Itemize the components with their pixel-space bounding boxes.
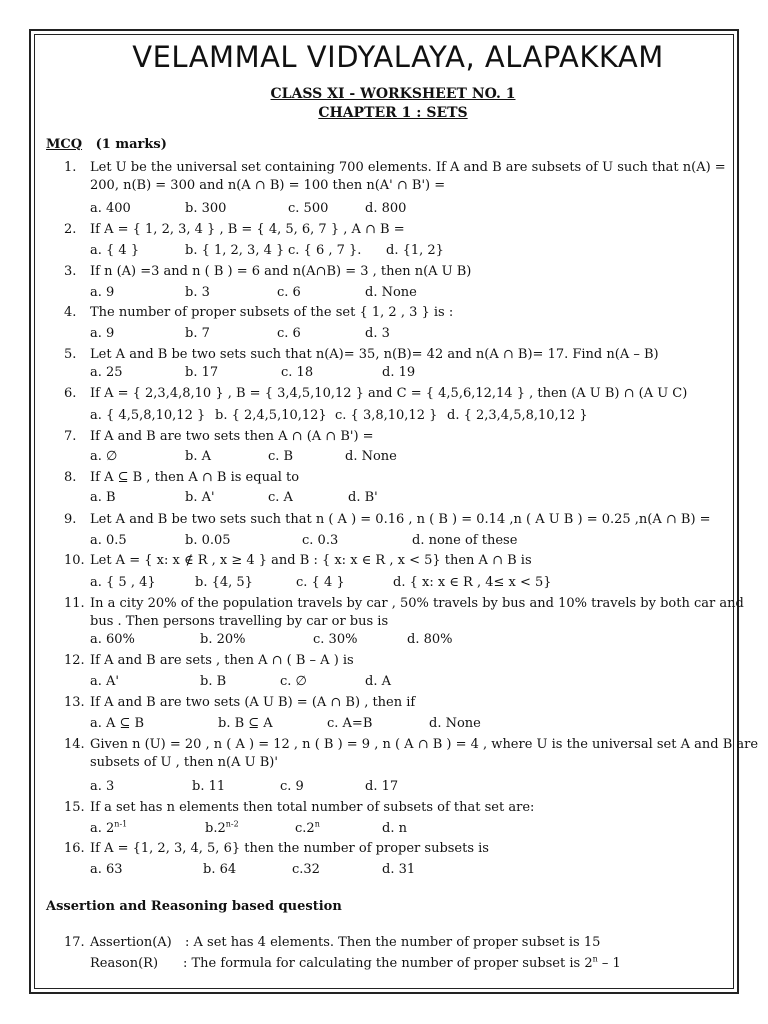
answer-option-label: d. { 2,3,4,5,8,10,12 } (447, 408, 588, 423)
answer-option (185, 243, 284, 258)
question-number: 15. (64, 800, 85, 815)
answer-option-label: c. 6 (277, 326, 301, 341)
answer-option (348, 490, 378, 505)
question-text: If A = {1, 2, 3, 4, 5, 6} then the number of proper subsets is (90, 841, 489, 856)
question-number: 5. (64, 347, 77, 362)
option-superscript: n-2 (225, 819, 239, 829)
question-number: 1. (64, 160, 77, 175)
reason-text-main: : The formula for calculating the number of proper subset is 2 (183, 956, 593, 971)
answer-option-label: d. {1, 2} (386, 243, 444, 258)
answer-option-label: d. 3 (365, 326, 390, 341)
question-number: 16. (64, 841, 85, 856)
answer-option-label: d. n (382, 821, 407, 836)
answer-option-label: a. ∅ (90, 449, 118, 464)
answer-option (296, 575, 345, 590)
answer-option (185, 449, 211, 464)
answer-option-label: d. 800 (365, 201, 407, 216)
answer-option-label: d. A (365, 674, 391, 689)
answer-option (185, 201, 226, 216)
answer-option (192, 779, 225, 794)
answer-option-label: a. A ⊆ B (90, 716, 145, 731)
answer-option-label: a. 2 (90, 821, 115, 836)
answer-option-label: a. { 5 , 4} (90, 575, 156, 590)
answer-option (268, 490, 293, 505)
answer-option-label: b.2 (205, 821, 226, 836)
answer-option (292, 862, 320, 877)
answer-option-label: b. A' (185, 490, 215, 505)
reason-text (183, 956, 621, 971)
answer-option (218, 716, 273, 731)
answer-option (447, 408, 588, 423)
answer-option-label: b. 11 (192, 779, 226, 794)
answer-option-label: c. 0.3 (302, 533, 339, 548)
mcq-title: MCQ (46, 137, 83, 152)
answer-option (90, 490, 116, 505)
answer-option-label: b. { 2,4,5,10,12} (215, 408, 327, 423)
answer-option (407, 632, 452, 647)
answer-option (90, 201, 131, 216)
question-text: 200, n(B) = 300 and n(A ∩ B) = 100 then n(A' ∩ B') = (90, 178, 446, 193)
answer-option (365, 285, 417, 300)
answer-option (205, 821, 239, 836)
reason-superscript: n (592, 954, 598, 964)
answer-option (90, 533, 127, 548)
question-number: 12. (64, 653, 85, 668)
answer-option (281, 365, 313, 380)
answer-option-label: a. A' (90, 674, 119, 689)
answer-option-label: a. 9 (90, 285, 115, 300)
answer-option (288, 201, 328, 216)
answer-option (90, 365, 123, 380)
answer-option (295, 821, 320, 836)
question-number: 7. (64, 429, 77, 444)
answer-option-label: a. 0.5 (90, 533, 127, 548)
answer-option-label: a. 63 (90, 862, 123, 877)
answer-option-label: c. ∅ (280, 674, 307, 689)
answer-option (90, 779, 114, 794)
answer-option (382, 862, 415, 877)
answer-option (90, 716, 144, 731)
answer-option-label: b. 17 (185, 365, 219, 380)
answer-option-label: d. B' (348, 490, 378, 505)
answer-option (185, 326, 210, 341)
answer-option (90, 243, 139, 258)
question-number: 14. (64, 737, 85, 752)
answer-option-label: c. A (268, 490, 293, 505)
answer-option (90, 285, 114, 300)
question-number: 6. (64, 386, 77, 401)
answer-option-label: d. 19 (382, 365, 416, 380)
answer-option-label: c. 6 (277, 285, 301, 300)
question-text: In a city 20% of the population travels by car , 50% travels by bus and 10% travels by both car and (90, 596, 744, 611)
question-text: If A = { 2,3,4,8,10 } , B = { 3,4,5,10,12 } and C = { 4,5,6,12,14 } , then (A U B) ∩ (A U C) (90, 386, 688, 401)
answer-option (277, 285, 301, 300)
reason-label: Reason(R) (90, 956, 159, 971)
question-text: Let U be the universal set containing 700 elements. If A and B are subsets of U such that n(A) = (90, 160, 726, 175)
answer-option-label: a. { 4,5,8,10,12 } (90, 408, 206, 423)
chapter-line: CHAPTER 1 : SETS (318, 105, 468, 121)
answer-option-label: c. A=B (327, 716, 373, 731)
question-text: The number of proper subsets of the set { 1, 2 , 3 } is : (90, 305, 454, 320)
assertion-heading: Assertion and Reasoning based question (46, 899, 342, 914)
answer-option (386, 243, 444, 258)
answer-option (90, 632, 135, 647)
answer-option-label: b. 0.05 (185, 533, 231, 548)
question-text: bus . Then persons travelling by car or bus is (90, 614, 389, 629)
answer-option-label: b. 300 (185, 201, 227, 216)
question-text: If A and B are two sets (A U B) = (A ∩ B) , then if (90, 695, 416, 710)
mcq-heading (46, 137, 167, 152)
answer-option (365, 201, 406, 216)
answer-option (90, 575, 156, 590)
answer-option (203, 862, 236, 877)
question-text: If A and B are sets , then A ∩ ( B – A ) is (90, 653, 354, 668)
answer-option (185, 490, 215, 505)
question-number: 8. (64, 470, 77, 485)
answer-option (382, 821, 407, 836)
question-text: Let A and B be two sets such that n ( A ) = 0.16 , n ( B ) = 0.14 ,n ( A U B ) = 0.25 ,n(A ∩ B) = (90, 512, 711, 527)
answer-option-label: d. { x: x ∈ R , 4≤ x < 5} (393, 575, 552, 590)
answer-option-label: c. { 4 } (296, 575, 345, 590)
answer-option (215, 408, 327, 423)
answer-option-label: b. B (200, 674, 227, 689)
answer-option (185, 533, 231, 548)
answer-option (382, 365, 415, 380)
reason-text-tail: – 1 (597, 956, 621, 971)
answer-option (335, 408, 437, 423)
answer-option (280, 674, 307, 689)
assertion-text: : A set has 4 elements. Then the number of proper subset is 15 (185, 935, 601, 950)
answer-option-label: b. 20% (200, 632, 246, 647)
question-text: subsets of U , then n(A U B)' (90, 755, 278, 770)
answer-option (90, 408, 205, 423)
answer-option-label: b. { 1, 2, 3, 4 } (185, 243, 285, 258)
assertion-label: Assertion(A) (90, 935, 172, 950)
question-number: 9. (64, 512, 77, 527)
class-line: CLASS XI - WORKSHEET NO. 1 (270, 86, 516, 102)
answer-option-label: b. 64 (203, 862, 237, 877)
answer-option-label: b. 3 (185, 285, 210, 300)
answer-option (365, 674, 391, 689)
answer-option (327, 716, 372, 731)
question-number: 2. (64, 222, 77, 237)
answer-option-label: a. B (90, 490, 116, 505)
answer-option (185, 365, 218, 380)
answer-option (302, 533, 338, 548)
question-number: 17. (64, 935, 85, 950)
answer-option-label: d. 80% (407, 632, 453, 647)
question-text: If n (A) =3 and n ( B ) = 6 and n(A∩B) = 3 , then n(A U B) (90, 264, 472, 279)
answer-option (90, 326, 114, 341)
answer-option-label: a. 25 (90, 365, 123, 380)
question-number: 10. (64, 553, 85, 568)
answer-option (288, 243, 361, 258)
school-title: VELAMMAL VIDYALAYA, ALAPAKKAM (132, 40, 664, 74)
answer-option (268, 449, 293, 464)
question-text: Given n (U) = 20 , n ( A ) = 12 , n ( B ) = 9 , n ( A ∩ B ) = 4 , where U is the universal set A and B are (90, 737, 759, 752)
answer-option (195, 575, 253, 590)
answer-option-label: c. B (268, 449, 294, 464)
question-text: Let A and B be two sets such that n(A)= 35, n(B)= 42 and n(A ∩ B)= 17. Find n(A – B) (90, 347, 659, 362)
answer-option (90, 862, 123, 877)
question-text: If a set has n elements then total number of subsets of that set are: (90, 800, 535, 815)
answer-option-label: a. 400 (90, 201, 131, 216)
answer-option (393, 575, 552, 590)
option-superscript: n-1 (114, 819, 128, 829)
answer-option-label: c. { 6 , 7 }. (288, 243, 362, 258)
question-text: If A = { 1, 2, 3, 4 } , B = { 4, 5, 6, 7 } , A ∩ B = (90, 222, 405, 237)
answer-option-label: c. 500 (288, 201, 329, 216)
answer-option (280, 779, 304, 794)
answer-option-label: a. 9 (90, 326, 115, 341)
mcq-marks: (1 marks) (95, 137, 167, 152)
question-number: 3. (64, 264, 77, 279)
answer-option (365, 779, 398, 794)
answer-option (365, 326, 390, 341)
answer-option-label: d. none of these (412, 533, 518, 548)
answer-option-label: c. 9 (280, 779, 304, 794)
answer-option-label: c. 30% (313, 632, 358, 647)
answer-option (200, 632, 245, 647)
answer-option (277, 326, 301, 341)
option-superscript: n (314, 819, 320, 829)
answer-option (412, 533, 517, 548)
answer-option (90, 449, 117, 464)
answer-option-label: a. { 4 } (90, 243, 140, 258)
answer-option-label: a. 3 (90, 779, 115, 794)
answer-option (90, 821, 127, 836)
answer-option (185, 285, 210, 300)
answer-option-label: d. 17 (365, 779, 399, 794)
question-text: Let A = { x: x ∉ R , x ≥ 4 } and B : { x: x ∈ R , x < 5} then A ∩ B is (90, 553, 532, 568)
answer-option (200, 674, 226, 689)
question-text: If A and B are two sets then A ∩ (A ∩ B') = (90, 429, 374, 444)
question-text: If A ⊆ B , then A ∩ B is equal to (90, 470, 300, 485)
answer-option-label: c.2 (295, 821, 315, 836)
answer-option (429, 716, 481, 731)
answer-option-label: b. 7 (185, 326, 210, 341)
answer-option-label: d. None (365, 285, 417, 300)
answer-option-label: d. None (429, 716, 481, 731)
answer-option-label: b. A (185, 449, 211, 464)
answer-option-label: b. B ⊆ A (218, 716, 273, 731)
answer-option-label: d. 31 (382, 862, 416, 877)
answer-option (90, 674, 119, 689)
question-number: 13. (64, 695, 85, 710)
answer-option-label: c. { 3,8,10,12 } (335, 408, 438, 423)
answer-option-label: a. 60% (90, 632, 135, 647)
question-number: 11. (64, 596, 85, 611)
answer-option (345, 449, 397, 464)
answer-option (313, 632, 357, 647)
answer-option-label: b. {4, 5} (195, 575, 253, 590)
answer-option-label: c. 18 (281, 365, 314, 380)
answer-option-label: d. None (345, 449, 397, 464)
answer-option-label: c.32 (292, 862, 320, 877)
question-number: 4. (64, 305, 77, 320)
